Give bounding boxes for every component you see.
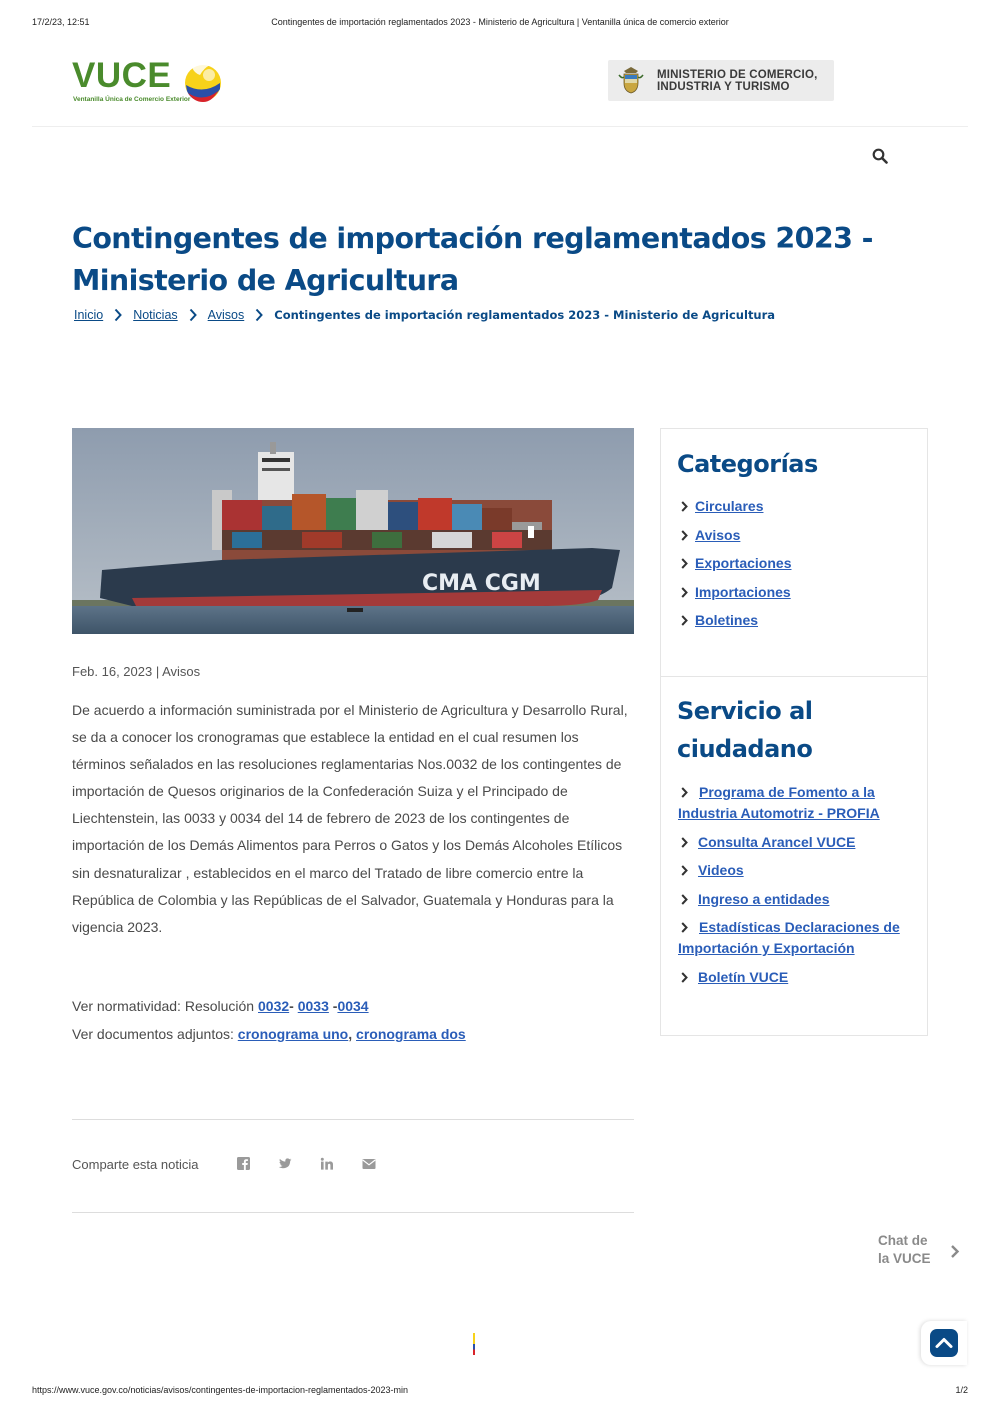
breadcrumb-inicio[interactable]: Inicio [74, 308, 104, 322]
documents-separator: , [348, 1026, 357, 1042]
vuce-logo-word: VUCE [72, 56, 172, 95]
print-page-number: 1/2 [955, 1385, 968, 1395]
resolution-0034-link[interactable]: 0034 [337, 998, 369, 1014]
category-exportaciones-link[interactable]: Exportaciones [695, 555, 792, 571]
chevron-right-icon [114, 308, 122, 322]
normativity-label: Ver normatividad: Resolución [72, 998, 258, 1014]
chevron-right-icon [681, 922, 688, 933]
category-item[interactable] [677, 525, 915, 546]
ministry-logo[interactable] [608, 60, 834, 101]
back-to-top-button[interactable] [921, 1321, 967, 1365]
breadcrumb-noticias[interactable]: Noticias [133, 308, 178, 322]
resolution-separator: - [289, 998, 298, 1014]
facebook-icon[interactable] [237, 1157, 251, 1171]
categories-title: Categorías [677, 450, 818, 478]
documents-line [72, 1026, 466, 1042]
citizen-service-panel [660, 676, 928, 1036]
chevron-right-icon [681, 615, 688, 626]
chevron-right-icon [255, 308, 263, 322]
chevron-up-icon [930, 1329, 958, 1357]
linkedin-icon[interactable] [320, 1157, 334, 1171]
chevron-right-icon [681, 865, 688, 876]
chevron-right-icon [681, 837, 688, 848]
category-circulares-link[interactable]: Circulares [695, 498, 764, 514]
flag-ball-icon [182, 59, 224, 103]
vuce-logo-tagline: Ventanilla Única de Comercio Exterior [73, 96, 191, 103]
service-videos-link[interactable]: Videos [698, 862, 744, 878]
service-profia-link[interactable]: Programa de Fomento a la Industria Automotriz - PROFIA [678, 784, 880, 821]
category-item[interactable] [677, 496, 915, 517]
article-meta: Feb. 16, 2023 | Avisos [72, 664, 201, 679]
categories-panel [660, 428, 928, 677]
category-importaciones-link[interactable]: Importaciones [695, 583, 791, 600]
service-item[interactable] [677, 889, 915, 910]
breadcrumb-avisos[interactable]: Avisos [207, 308, 245, 322]
print-page-title: Contingentes de importación reglamentados 2023 - Ministerio de Agricultura | Ventanilla única de comercio exterior [271, 17, 729, 27]
category-item[interactable] [677, 553, 915, 574]
service-item[interactable] [677, 832, 915, 853]
category-item[interactable] [677, 610, 915, 631]
chevron-right-icon [681, 501, 688, 512]
page-title: Contingentes de importación reglamentados 2023 - Ministerio de Agricultura [72, 222, 873, 297]
breadcrumb-current: Contingentes de importación reglamentados 2023 - Ministerio de Agricultura [274, 308, 776, 322]
search-icon[interactable] [872, 148, 888, 164]
resolution-0032-link[interactable]: 0032 [258, 998, 290, 1014]
article-body [72, 697, 634, 941]
article-paragraph: De acuerdo a información suministrada por el Ministerio de Agricultura y Desarrollo Rural, se da a conocer los cronogramas que establece la entidad en el cual resumen los términos señalados en las resoluciones reglamentarias Nos.0032 de los contingentes de importación de Quesos originarios de la Confederación Suiza y el Principado de Liechtenstein, las 0033 y 0034 del 14 de febrero de 2023 de los contingentes de importación de los Demás Alimentos para Perros o Gatos y los Demás Alcoholes Etílicos sin desnaturalizar , establecidos en el marco del Tratado de libre comercio entre la República de Colombia y las Repúblicas de el Salvador, Guatemala y Honduras para la vigencia 2023. [72, 702, 628, 935]
chevron-right-icon [681, 787, 688, 798]
chevron-right-icon[interactable] [950, 1244, 960, 1259]
normativity-line [72, 998, 369, 1014]
back-to-top-inner[interactable] [930, 1329, 958, 1357]
share-top-divider [72, 1119, 634, 1120]
citizen-service-title: Servicio al ciudadano [677, 697, 813, 763]
chat-vuce-button[interactable]: Chat de la VUCE [878, 1233, 931, 1266]
chevron-right-icon [681, 972, 688, 983]
category-item[interactable] [677, 582, 915, 603]
citizen-service-list [677, 782, 915, 988]
header-divider [32, 126, 968, 127]
chevron-right-icon [681, 587, 688, 598]
service-item[interactable] [677, 967, 915, 988]
coat-of-arms-icon [616, 65, 646, 95]
email-icon[interactable] [362, 1157, 376, 1171]
vuce-logo[interactable] [72, 57, 232, 107]
service-entidades-link[interactable]: Ingreso a entidades [698, 890, 830, 907]
chevron-right-icon [681, 530, 688, 541]
share-bottom-divider [72, 1212, 634, 1213]
breadcrumb [74, 308, 775, 322]
service-arancel-link[interactable]: Consulta Arancel VUCE [698, 833, 856, 850]
chevron-right-icon [681, 894, 688, 905]
resolution-separator: - [328, 998, 338, 1014]
cronograma-uno-link[interactable]: cronograma uno [237, 1026, 349, 1042]
chevron-right-icon [189, 308, 197, 322]
chevron-right-icon [681, 558, 688, 569]
service-item[interactable] [677, 860, 915, 881]
category-avisos-link[interactable]: Avisos [695, 526, 741, 543]
ship-hull-text: CMA CGM [422, 571, 541, 596]
documents-label: Ver documentos adjuntos: [72, 1026, 238, 1042]
twitter-icon[interactable] [278, 1157, 292, 1171]
print-url: https://www.vuce.gov.co/noticias/avisos/contingentes-de-importacion-reglamentados-2023-min [32, 1385, 409, 1395]
service-boletin-link[interactable]: Boletín VUCE [698, 968, 789, 985]
category-boletines-link[interactable]: Boletines [695, 612, 759, 628]
cronograma-dos-link[interactable]: cronograma dos [356, 1026, 466, 1042]
article-image [72, 428, 634, 634]
print-datetime: 17/2/23, 12:51 [32, 17, 90, 27]
categories-list [677, 496, 915, 631]
resolution-0033-link[interactable]: 0033 [297, 998, 329, 1014]
ministry-name: MINISTERIO DE COMERCIO, INDUSTRIA Y TURISMO [657, 69, 818, 93]
service-item[interactable] [677, 782, 915, 824]
share-label: Comparte esta noticia [72, 1157, 199, 1172]
service-estadisticas-link[interactable]: Estadísticas Declaraciones de Importación y Exportación [678, 919, 900, 956]
service-item[interactable] [677, 917, 915, 959]
flag-stripe-decoration [473, 1333, 475, 1355]
